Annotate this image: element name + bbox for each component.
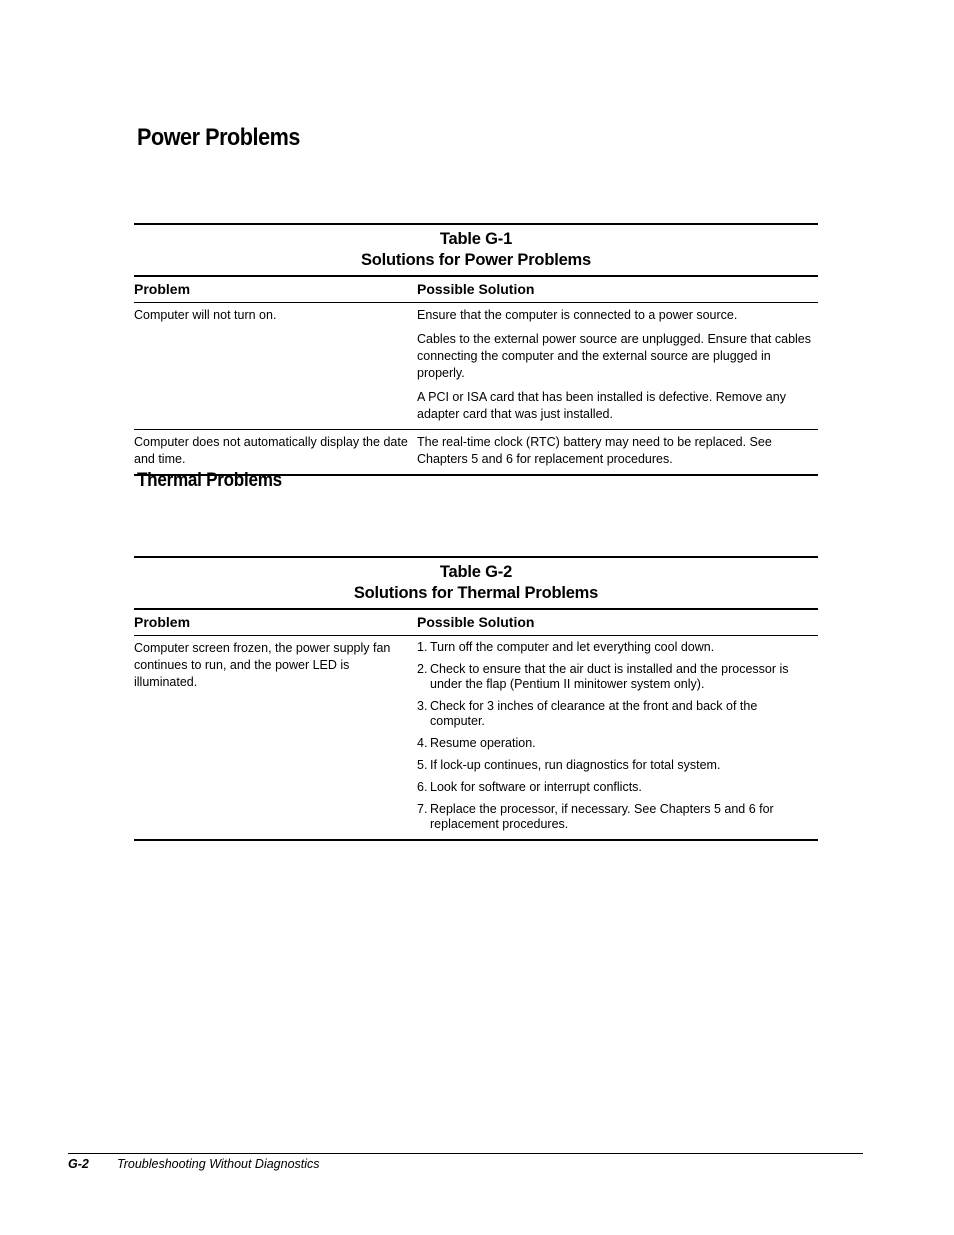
step-text: Turn off the computer and let everything cool down. [430,640,715,654]
solution-steps-list [417,640,818,832]
step-number: 3. [417,699,428,713]
section-heading-power: Power Problems [137,124,300,151]
footer-chapter-title: Troubleshooting Without Diagnostics [117,1157,320,1171]
table-title: Solutions for Thermal Problems [353,584,599,602]
list-item [417,780,818,795]
table-header-row [134,277,818,303]
column-header-problem: Problem [134,281,191,297]
table-number: Table G-2 [439,563,513,581]
table-caption [134,223,818,277]
step-number: 2. [417,662,428,676]
step-text: Check to ensure that the air duct is installed and the processor is under the flap (Pentium II minitower system only). [430,662,789,691]
problem-cell: Computer screen frozen, the power supply fan continues to run, and the power LED is illuminated. [134,641,391,689]
solution-text: Cables to the external power source are unplugged. Ensure that cables connecting the computer and the external source are plugged in properly. [417,332,811,380]
column-header-problem: Problem [134,614,191,630]
list-item [417,699,818,729]
step-text: Resume operation. [430,736,536,750]
solution-cell [417,303,818,429]
table-row [134,636,818,841]
power-problems-table [134,223,818,476]
section-heading-thermal: Thermal Problems [137,470,282,491]
list-item [417,736,818,751]
step-number: 5. [417,758,428,772]
list-item [417,640,818,655]
thermal-problems-table [134,556,818,841]
problem-cell: Computer will not turn on. [134,308,277,322]
footer-divider [68,1153,863,1154]
solution-cell [417,430,818,474]
table-title: Solutions for Power Problems [360,251,592,269]
solution-text: Ensure that the computer is connected to a power source. [417,308,738,322]
table-header-row [134,610,818,636]
step-text: Replace the processor, if necessary. See Chapters 5 and 6 for replacement procedures. [430,802,774,831]
solution-text: The real-time clock (RTC) battery may need to be replaced. See Chapters 5 and 6 for replacement procedures. [417,435,772,466]
step-text: If lock-up continues, run diagnostics for total system. [430,758,721,772]
list-item [417,802,818,832]
step-number: 1. [417,640,428,654]
footer-page-number: G-2 [68,1157,89,1171]
list-item [417,758,818,773]
step-number: 4. [417,736,428,750]
step-text: Look for software or interrupt conflicts. [430,780,642,794]
table-caption [134,556,818,610]
column-header-solution: Possible Solution [417,614,535,630]
step-text: Check for 3 inches of clearance at the front and back of the computer. [430,699,758,728]
column-header-solution: Possible Solution [417,281,535,297]
step-number: 7. [417,802,428,816]
table-row [134,429,818,476]
problem-cell: Computer does not automatically display the date and time. [134,435,408,466]
step-number: 6. [417,780,428,794]
list-item [417,662,818,692]
solution-cell [417,636,818,839]
solution-text: A PCI or ISA card that has been installed is defective. Remove any adapter card that was just installed. [417,390,786,421]
table-row [134,303,818,429]
table-number: Table G-1 [439,230,513,248]
